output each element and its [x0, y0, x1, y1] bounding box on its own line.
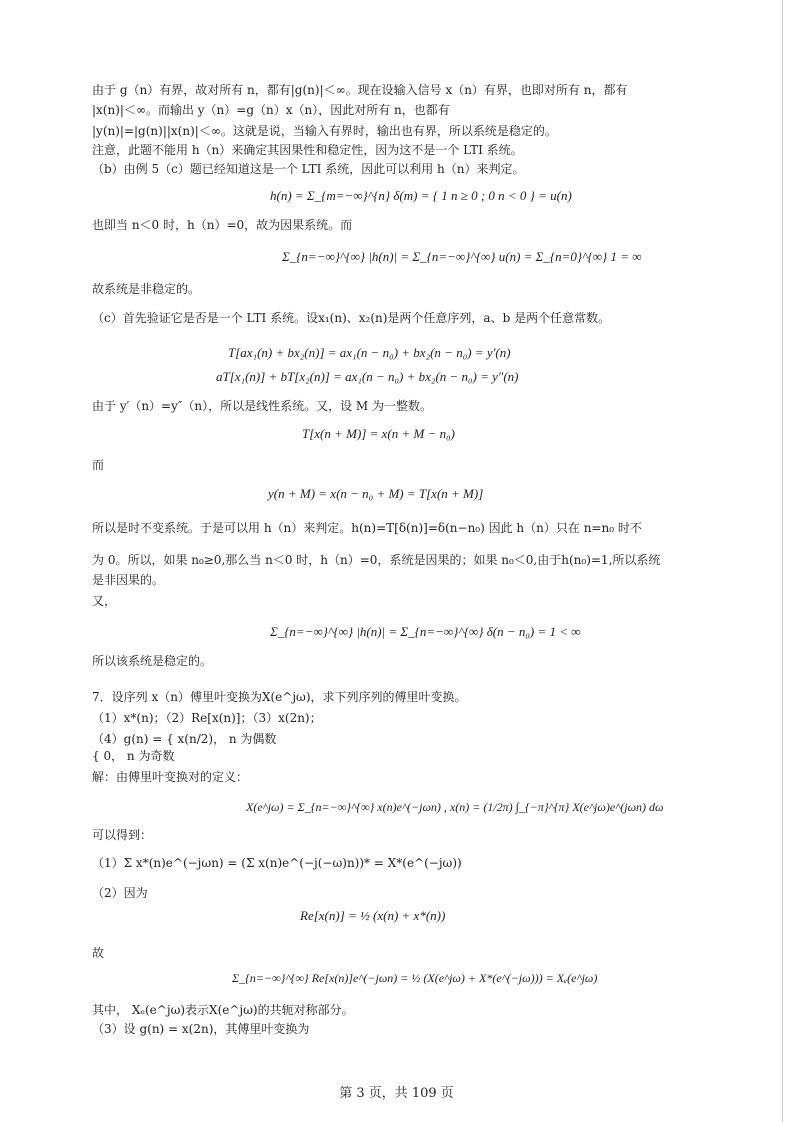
text-line: （2）因为 — [92, 886, 148, 900]
equation-real-part-transform: Σ_{n=−∞}^{∞} Re[x(n)]e^(−jωn) = ½ (X(e^jω) + X*(e^(−jω))) = Xₑ(e^jω) — [232, 971, 598, 985]
equation-linearity-1: T[ax₁(n) + bx₂(n)] = ax₁(n − n₀) + bx₂(n − n₀) = y′(n) — [228, 345, 511, 360]
text-line: 故系统是非稳定的。 — [92, 282, 201, 296]
equation-fourier-pair: X(e^jω) = Σ_{n=−∞}^{∞} x(n)e^(−jωn) , x(n) = (1/2π) ∫_{−π}^{π} X(e^jω)e^(jωn) dω — [246, 800, 664, 814]
text-line: 由于 y′（n）=y″（n），所以是线性系统。又，设 M 为一整数。 — [92, 399, 433, 413]
text-line: 为 0。所以，如果 n₀≥0,那么当 n＜0 时，h（n）=0，系统是因果的；如果 n₀＜0,由于h(n₀)=1,所以系统 — [92, 553, 661, 567]
problem-heading: 7．设序列 x（n）傅里叶变换为X(e^jω)，求下列序列的傅里叶变换。 — [92, 690, 467, 704]
text-line: 又， — [92, 594, 117, 608]
equation-impulse-response: h(n) = Σ_{m=−∞}^{n} δ(m) = { 1 n ≥ 0 ; 0 n < 0 } = u(n) — [270, 188, 572, 203]
text-line: 故 — [92, 946, 105, 960]
text-line: 由于 g（n）有界，故对所有 n，都有|g(n)|＜∞。现在设输入信号 x（n）有界，也即对所有 n，都有 — [92, 83, 628, 97]
equation-shift-input: T[x(n + M)] = x(n + M − n₀) — [302, 426, 455, 441]
text-line: { 0， n 为奇数 — [92, 749, 175, 763]
text-line: （b）由例 5（c）题已经知道这是一个 LTI 系统，因此可以利用 h（n）来判定。 — [92, 162, 525, 176]
text-line: （4）g(n) = { x(n/2)， n 为偶数 — [92, 732, 277, 746]
text-line: |x(n)|＜∞。而输出 y（n）=g（n）x（n），因此对所有 n，也都有 — [92, 103, 450, 117]
text-line: 可以得到： — [92, 828, 153, 842]
text-line: 所以该系统是稳定的。 — [92, 654, 213, 668]
page-footer: 第 3 页，共 109 页 — [339, 1086, 454, 1101]
text-line: （c）首先验证它是否是一个 LTI 系统。设x₁(n)、x₂(n)是两个任意序列，a、b 是两个任意常数。 — [92, 311, 611, 325]
text-line: （3）设 g(n) = x(2n)，其傅里叶变换为 — [92, 1022, 310, 1036]
text-line: 所以是时不变系统。于是可以用 h（n）来判定。h(n)=T[δ(n)]=δ(n−n₀) 因此 h（n）只在 n=n₀ 时不 — [92, 521, 642, 535]
equation-shift-output: y(n + M) = x(n − n₀ + M) = T[x(n + M)] — [268, 486, 484, 501]
equation-linearity-2: aT[x₁(n)] + bT[x₂(n)] = ax₁(n − n₀) + bx₂(n − n₀) = y″(n) — [216, 369, 519, 384]
text-line: 是非因果的。 — [92, 573, 165, 587]
text-line: 而 — [92, 458, 105, 472]
equation-sum-h: Σ_{n=−∞}^{∞} |h(n)| = Σ_{n=−∞}^{∞} u(n) = Σ_{n=0}^{∞} 1 = ∞ — [282, 249, 642, 264]
text-line: 解：由傅里叶变换对的定义： — [92, 770, 249, 784]
text-line: 注意，此题不能用 h（n）来确定其因果性和稳定性，因为这不是一个 LTI 系统。 — [92, 143, 523, 157]
text-line: （1）x*(n)；（2）Re[x(n)]；（3）x(2n)； — [92, 711, 322, 725]
text-line: 也即当 n＜0 时，h（n）=0，故为因果系统。而 — [92, 218, 353, 232]
text-line: |y(n)|=|g(n)||x(n)|＜∞。这就是说，当输入有界时，输出也有界，所以系统是稳定的。 — [92, 124, 557, 138]
equation-stability-sum: Σ_{n=−∞}^{∞} |h(n)| = Σ_{n=−∞}^{∞} δ(n − n₀) = 1 < ∞ — [270, 624, 581, 639]
text-line: 其中， Xₑ(e^jω)表示X(e^jω)的共轭对称部分。 — [92, 1003, 354, 1017]
page-edge-line — [782, 0, 783, 1122]
text-line: （1）Σ x*(n)e^(−jωn) = (Σ x(n)e^(−j(−ω)n))* = X*(e^(−jω)) — [92, 856, 462, 870]
equation-real-part: Re[x(n)] = ½ (x(n) + x*(n)) — [300, 908, 446, 923]
